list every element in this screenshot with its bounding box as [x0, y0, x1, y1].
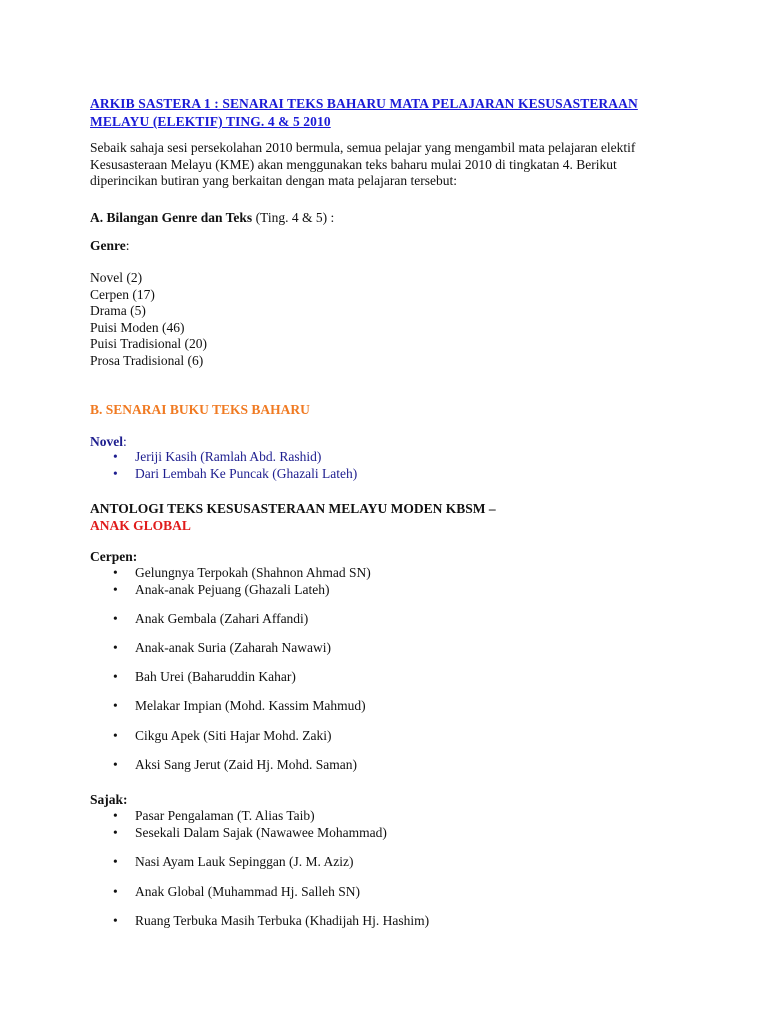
- bullet-icon: •: [113, 611, 118, 626]
- cerpen-item: Anak-anak Pejuang (Ghazali Lateh): [135, 582, 330, 597]
- bullet-icon: •: [113, 825, 118, 840]
- sajak-item: Ruang Terbuka Masih Terbuka (Khadijah Hj. Hashim): [135, 913, 430, 928]
- cerpen-item: Anak Gembala (Zahari Affandi): [135, 611, 309, 626]
- genre-item: Novel (2): [90, 270, 143, 285]
- cerpen-heading: Cerpen:: [90, 549, 138, 564]
- bullet-icon: •: [113, 565, 118, 580]
- bullet-icon: •: [113, 757, 118, 772]
- section-a-bold: A. Bilangan Genre dan Teks: [90, 210, 253, 225]
- section-a-rest: (Ting. 4 & 5) :: [252, 210, 335, 225]
- page-title-link[interactable]: ARKIB SASTERA 1 : SENARAI TEKS BAHARU MATA PELAJARAN KESUSASTERAAN MELAYU (ELEKTIF) TING. 4 & 5 2010: [90, 96, 638, 129]
- cerpen-item: Gelungnya Terpokah (Shahnon Ahmad SN): [135, 565, 371, 580]
- bullet-icon: •: [113, 854, 118, 869]
- genre-heading: [90, 238, 130, 254]
- cerpen-item: Melakar Impian (Mohd. Kassim Mahmud): [135, 698, 366, 713]
- bullet-icon: •: [113, 669, 118, 684]
- novel-suffix: :: [123, 434, 127, 449]
- novel-heading: [90, 434, 127, 450]
- section-a-heading: [90, 210, 334, 226]
- antologi-line1: ANTOLOGI TEKS KESUSASTERAAN MELAYU MODEN KBSM –: [90, 501, 496, 516]
- sajak-item: Anak Global (Muhammad Hj. Salleh SN): [135, 884, 360, 899]
- cerpen-item: Aksi Sang Jerut (Zaid Hj. Mohd. Saman): [135, 757, 357, 772]
- sajak-item: Sesekali Dalam Sajak (Nawawee Mohammad): [135, 825, 387, 840]
- genre-list: [90, 270, 207, 369]
- bullet-icon: •: [113, 913, 118, 928]
- bullet-icon: •: [113, 466, 118, 481]
- novel-item: Dari Lembah Ke Puncak (Ghazali Lateh): [135, 466, 358, 481]
- sajak-item: Nasi Ayam Lauk Sepinggan (J. M. Aziz): [135, 854, 354, 869]
- genre-item: Cerpen (17): [90, 286, 155, 302]
- cerpen-item: Cikgu Apek (Siti Hajar Mohd. Zaki): [135, 728, 332, 743]
- bullet-icon: •: [113, 640, 118, 655]
- bullet-icon: •: [113, 884, 118, 899]
- sajak-item: Pasar Pengalaman (T. Alias Taib): [135, 808, 315, 823]
- bullet-icon: •: [113, 808, 118, 823]
- novel-item: Jeriji Kasih (Ramlah Abd. Rashid): [135, 449, 322, 464]
- antologi-line2: ANAK GLOBAL: [90, 518, 191, 533]
- sajak-heading: Sajak:: [90, 792, 128, 807]
- bullet-icon: •: [113, 698, 118, 713]
- genre-item: Drama (5): [90, 303, 146, 318]
- cerpen-item: Anak-anak Suria (Zaharah Nawawi): [135, 640, 332, 655]
- genre-suffix: :: [125, 238, 130, 253]
- antologi-heading: [90, 500, 496, 534]
- novel-label: Novel: [90, 434, 123, 449]
- genre-label: Genre: [90, 238, 126, 253]
- genre-item: Prosa Tradisional (6): [90, 352, 204, 368]
- genre-item: Puisi Moden (46): [90, 319, 185, 335]
- bullet-icon: •: [113, 449, 118, 464]
- bullet-icon: •: [113, 728, 118, 743]
- genre-item: Puisi Tradisional (20): [90, 336, 208, 351]
- cerpen-item: Bah Urei (Baharuddin Kahar): [135, 669, 296, 684]
- bullet-icon: •: [113, 582, 118, 597]
- intro-paragraph: Sebaik sahaja sesi persekolahan 2010 bermula, semua pelajar yang mengambil mata pelajaran elektif Kesusasteraan Melayu (KME) akan menggunakan teks baharu mulai 2010 di tingkatan 4. Berikut diperincikan butiran yang berkaitan dengan mata pelajaran tersebut:: [90, 140, 636, 188]
- section-b-heading: B. SENARAI BUKU TEKS BAHARU: [90, 402, 310, 417]
